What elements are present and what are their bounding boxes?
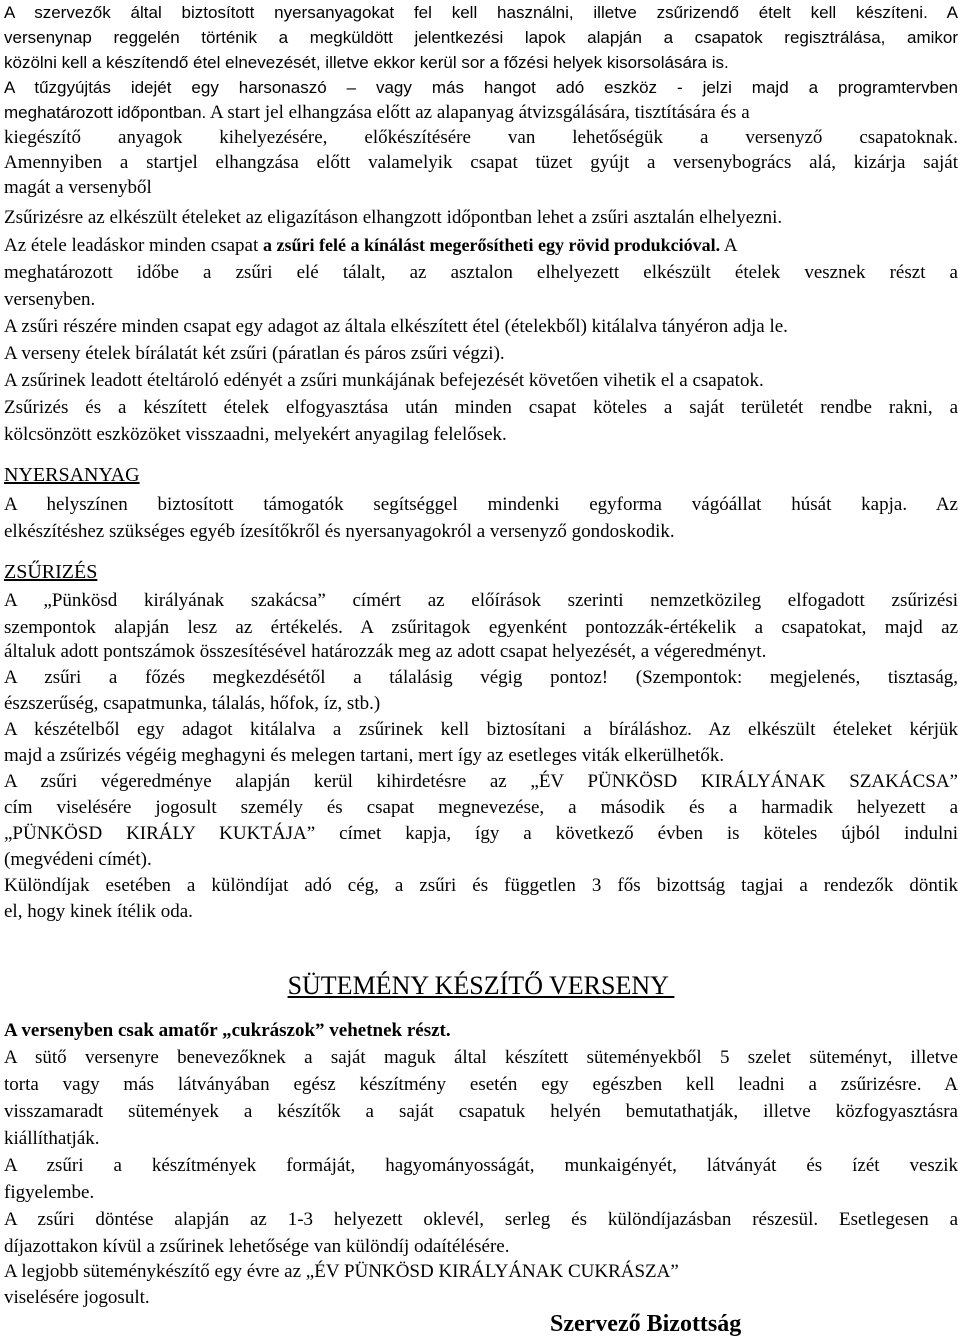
- intro-line-9: Zsűrizésre az elkészült ételeket az eligazításon elhangzott időpontban lehet a zsűri asztalán elhelyezni.: [4, 207, 783, 228]
- sutemeny-line-2: torta vagy más látványában egész készítmény esetén egy egészben kell leadni a zsűrizésre. A: [4, 1074, 958, 1095]
- sutemeny-bold-line: A versenyben csak amatőr „cukrászok” vehetnek részt.: [4, 1020, 451, 1041]
- intro-line-3: közölni kell a készítendő étel elnevezését, illetve ekkor kerül sor a főzési helyek kisorsolására is.: [4, 53, 729, 72]
- intro-line-15: A zsűrinek leadott ételtároló edényét a zsűri munkájának befejezését követően vihetik el a csapatok.: [4, 370, 764, 391]
- intro-line-6: kiegészítő anyagok kihelyezésére, előkészítésére van lehetőségük a versenyző csapatoknak.: [4, 127, 958, 148]
- sutemeny-line-4: kiállíthatják.: [4, 1128, 100, 1149]
- sutemeny-line-5: A zsűri a készítmények formáját, hagyományosságát, munkaigényét, látványát és ízét veszik: [4, 1155, 958, 1176]
- intro-line-10c: A: [720, 235, 738, 256]
- zsurizes-heading: ZSŰRIZÉS: [4, 561, 98, 583]
- sutemeny-line-1: A sütő versenyre benevezőknek a saját maguk által készített süteményekből 5 szelet süteményt, illetve: [4, 1047, 958, 1068]
- zsurizes-line-13: el, hogy kinek ítélik oda.: [4, 901, 193, 922]
- intro-line-2: versenynap reggelén történik a megküldött jelentkezési lapok alapján a csapatok regisztrálása, amikor: [4, 28, 958, 47]
- zsurizes-line-9: cím viselésére jogosult személy és csapat megnevezése, a második és a harmadik helyezett a: [4, 797, 958, 818]
- intro-line-5b: A start jel elhangzása előtt az alapanyag átvizsgálására, tisztítására és a: [206, 102, 750, 123]
- zsurizes-line-8: A zsűri végeredménye alapján kerül kihirdetésre az „ÉV PÜNKÖSD KIRÁLYÁNAK SZAKÁCSA”: [4, 771, 958, 792]
- zsurizes-line-5: észszerűség, csapatmunka, tálalás, hőfok, íz, stb.): [4, 693, 381, 714]
- signature: Szervező Bizottság: [550, 1311, 742, 1337]
- sutemeny-line-10: viselésére jogosult.: [4, 1287, 150, 1308]
- sutemeny-line-3: visszamaradt sütemények a készítők a saját csapatuk helyén bemutathatják, illetve közfogyasztásra: [4, 1101, 958, 1122]
- intro-line-5: [4, 99, 958, 126]
- intro-line-5a: meghatározott időpontban.: [4, 103, 207, 122]
- intro-line-12: versenyben.: [4, 289, 96, 310]
- zsurizes-line-11: (megvédeni címét).: [4, 849, 152, 870]
- intro-line-1: A szervezők által biztosított nyersanyagokat fel kell használni, illetve zsűrizendő ételt kell készíteni. A: [4, 3, 958, 22]
- intro-line-11: meghatározott időbe a zsűri elé tálalt, az asztalon elhelyezett elkészült ételek vesznek részt a: [4, 262, 958, 283]
- intro-line-13: A zsűri részére minden csapat egy adagot az általa elkészített étel (ételekből) kitálalva tányéron adja le.: [4, 316, 788, 337]
- zsurizes-line-6: A készételből egy adagot kitálalva a zsűrinek kell biztosítani a bíráláshoz. Az elkészült ételeket kérjük: [4, 719, 958, 740]
- zsurizes-line-7: majd a zsűrizés végéig meghagyni és melegen tartani, mert így az esetleges viták elkerülhetők.: [4, 745, 725, 766]
- zsurizes-line-2: szempontok alapján lesz az értékelés. A zsűritagok egyenként pontozzák-értékelik a csapatokat, majd az: [4, 617, 958, 638]
- sutemeny-line-9: A legjobb süteménykészítő egy évre az „ÉV PÜNKÖSD KIRÁLYÁNAK CUKRÁSZA”: [4, 1261, 679, 1282]
- zsurizes-line-1: A „Pünkösd királyának szakácsa” címért az előírások szerinti nemzetközileg elfogadott zsűrizési: [4, 590, 958, 611]
- intro-line-4: A tűzgyújtás idejét egy harsonaszó – vagy más hangot adó eszköz - jelzi majd a programtervben: [4, 78, 958, 97]
- sutemeny-line-7: A zsűri döntése alapján az 1-3 helyezett oklevél, serleg és különdíjazásban részesül. Esetlegesen a: [4, 1209, 958, 1230]
- nyersanyag-line-1: A helyszínen biztosított támogatók segítséggel mindenki egyforma vágóállat húsát kapja. Az: [4, 494, 958, 515]
- intro-line-17: kölcsönzött eszközöket visszaadni, melyekért anyagilag felelősek.: [4, 424, 507, 445]
- intro-line-8: magát a versenyből: [4, 177, 152, 198]
- intro-line-10a: Az étele leadáskor minden csapat: [4, 235, 264, 256]
- nyersanyag-heading: NYERSANYAG: [4, 464, 140, 486]
- nyersanyag-line-2: elkészítéshez szükséges egyéb ízesítőkről és nyersanyagokról a versenyző gondoskodik.: [4, 521, 675, 542]
- intro-line-10b: a zsűri felé a kínálást megerősítheti egy rövid produkcióval.: [263, 235, 721, 255]
- zsurizes-line-10: „PÜNKÖSD KIRÁLY KUKTÁJA” címet kapja, így a következő évben is köteles újból indulni: [4, 823, 958, 844]
- intro-line-10: [4, 232, 958, 259]
- sutemeny-line-6: figyelembe.: [4, 1182, 95, 1203]
- intro-line-16: Zsűrizés és a készített ételek elfogyasztása után minden csapat köteles a saját területét rendbe rakni, a: [4, 397, 958, 418]
- zsurizes-line-3: általuk adott pontszámok összesítésével határozzák meg az adott csapat helyezését, a végeredményt.: [4, 641, 767, 662]
- zsurizes-line-12: Különdíjak esetében a különdíjat adó cég, a zsűri és független 3 fős bizottság tagjai a rendezők döntik: [4, 875, 958, 896]
- intro-line-7: Amennyiben a startjel elhangzása előtt valamelyik csapat tüzet gyújt a versenybogrács alá, kizárja saját: [4, 152, 958, 173]
- sutemeny-title: SÜTEMÉNY KÉSZÍTŐ VERSENY: [287, 971, 675, 1000]
- intro-line-14: A verseny ételek bírálatát két zsűri (páratlan és páros zsűri végzi).: [4, 343, 505, 364]
- sutemeny-line-8: díjazottakon kívül a zsűrinek lehetősége van különdíj odaítélésére.: [4, 1236, 510, 1257]
- zsurizes-line-4: A zsűri a főzés megkezdésétől a tálalásig végig pontoz! (Szempontok: megjelenés, tisztaság,: [4, 667, 958, 688]
